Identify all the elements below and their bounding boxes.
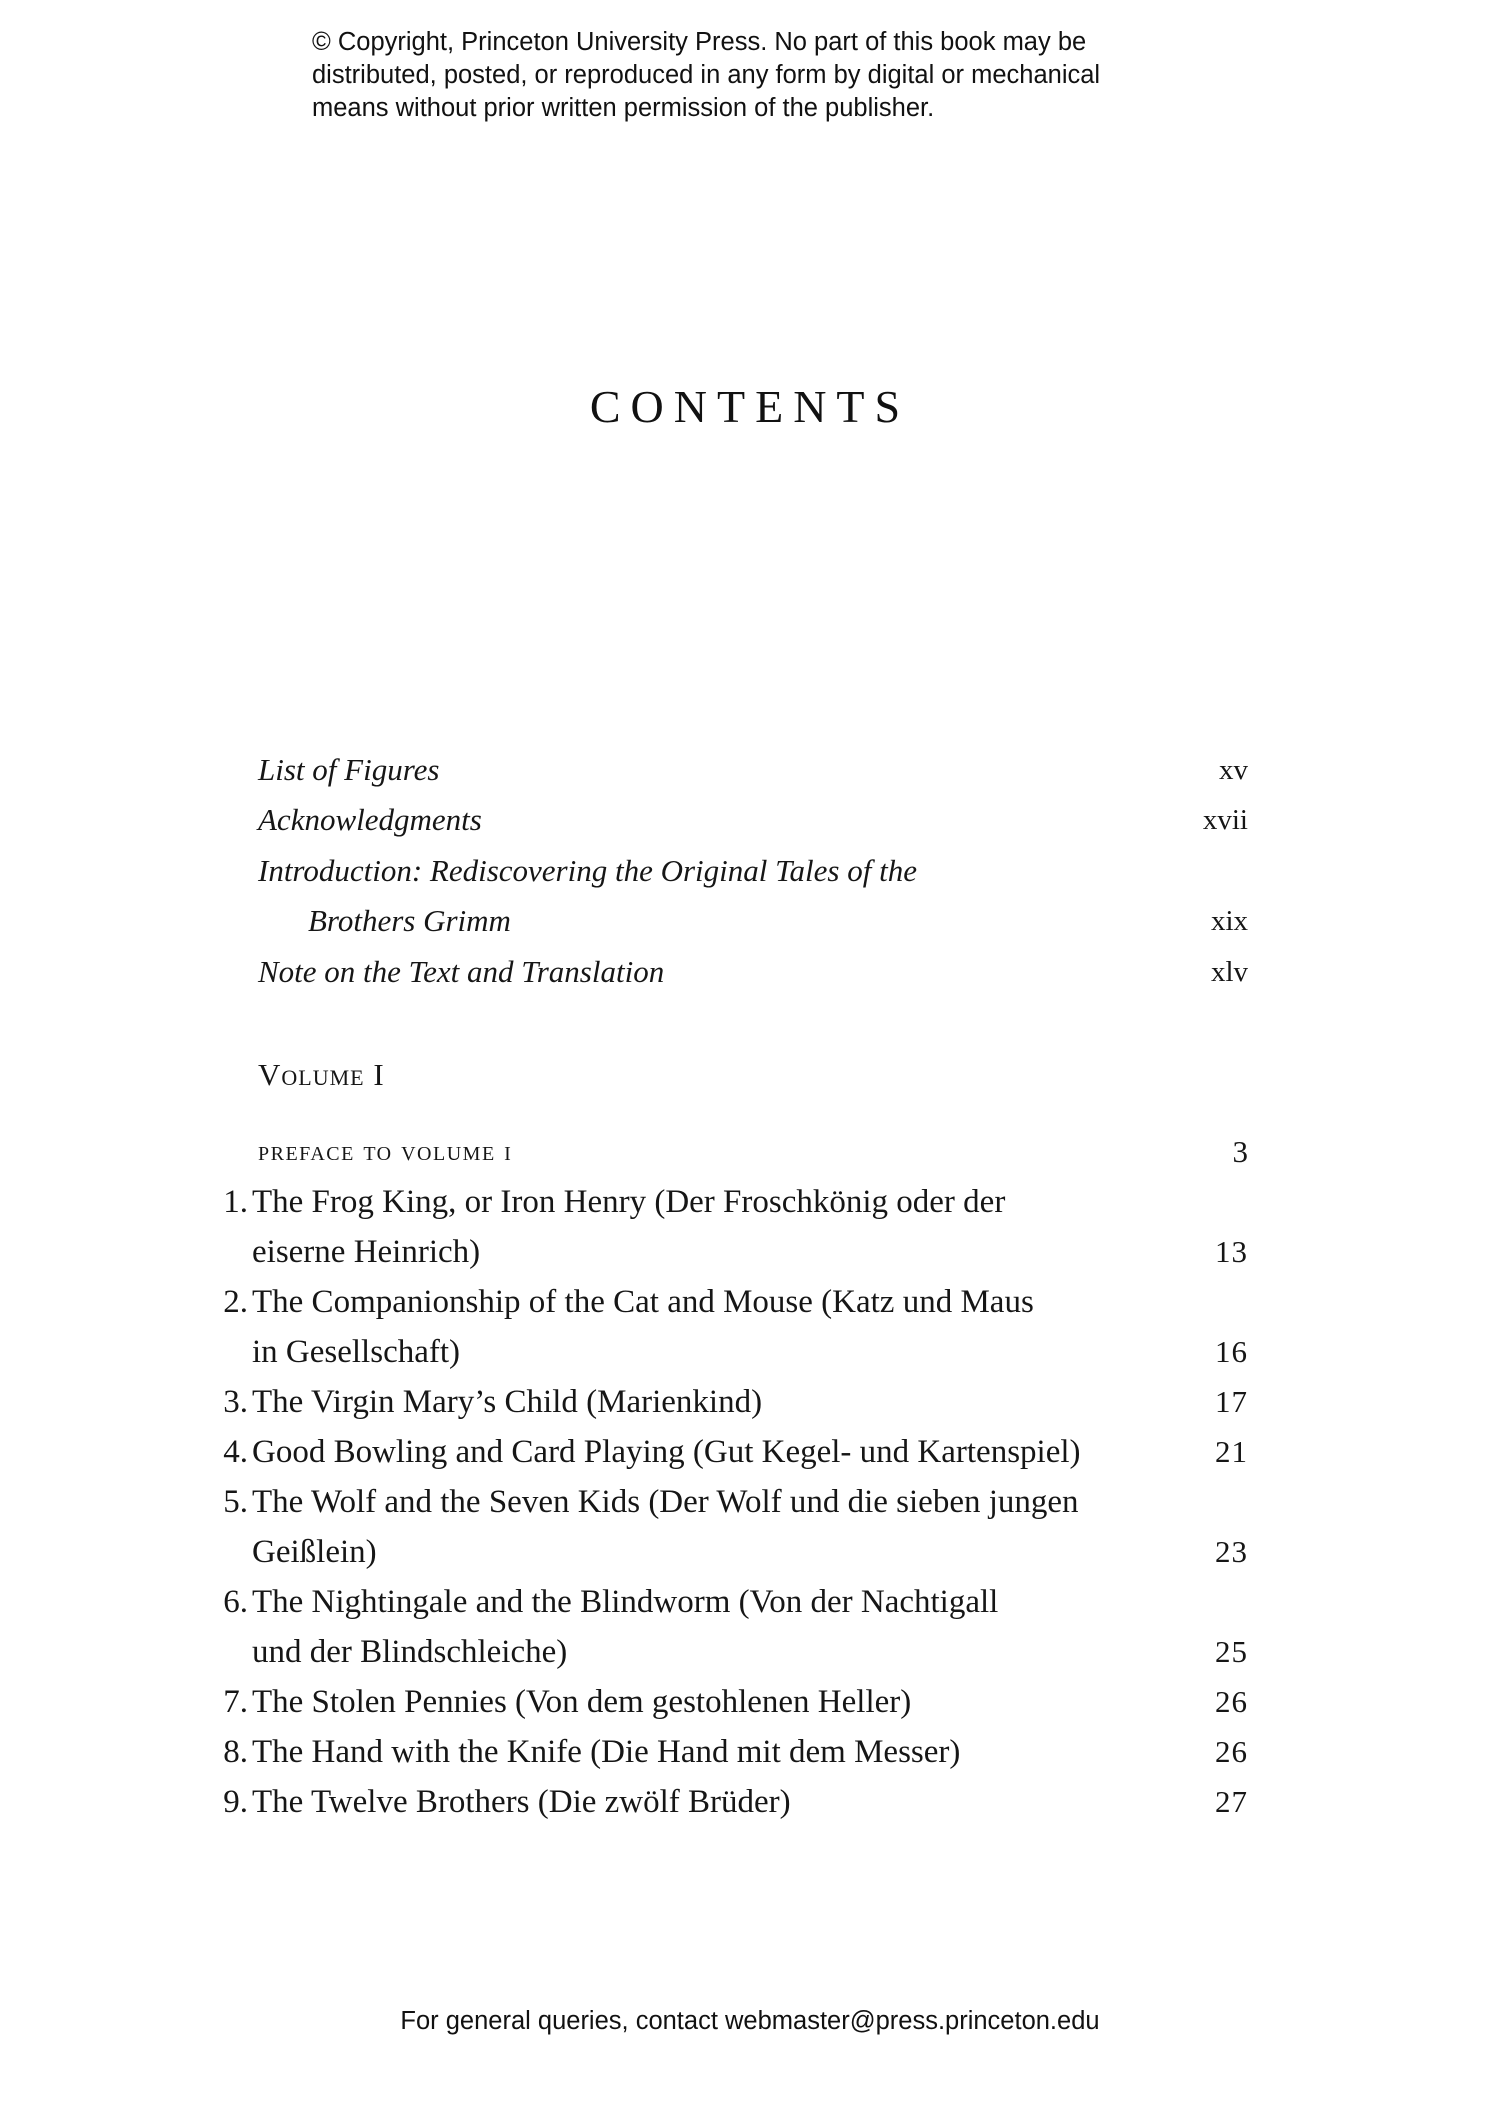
toc-entry-label: Geißlein) — [252, 1534, 377, 1570]
toc-entry-page: 3 — [1232, 1134, 1248, 1169]
toc-entry-5-continued[interactable] — [190, 1527, 1248, 1577]
toc-entry-note-on-text[interactable] — [258, 947, 1248, 997]
toc-entry-label: The Companionship of the Cat and Mouse (Katz und Maus — [252, 1284, 1034, 1320]
toc-entry-label: The Stolen Pennies (Von dem gestohlenen Heller) — [252, 1684, 912, 1720]
toc-entry-5[interactable] — [190, 1477, 1248, 1527]
toc-entry-page: xvii — [1202, 804, 1248, 836]
toc-entry-label: und der Blindschleiche) — [252, 1634, 568, 1670]
toc-entry-acknowledgments[interactable] — [258, 795, 1248, 845]
volume-heading: Volume I — [258, 1057, 385, 1092]
toc-entry-list-of-figures[interactable] — [258, 745, 1248, 795]
toc-entry-label: The Frog King, or Iron Henry (Der Froschkönig oder der — [252, 1184, 1006, 1220]
entry-number: 6. — [223, 1584, 248, 1620]
entry-number: 8. — [223, 1734, 248, 1770]
toc-entry-page: 13 — [1215, 1234, 1248, 1269]
toc-entry-label: eiserne Heinrich) — [252, 1234, 481, 1270]
toc-entry-introduction[interactable] — [258, 846, 1248, 896]
toc-entry-label: The Nightingale and the Blindworm (Von der Nachtigall — [252, 1584, 999, 1620]
toc-entry-label: The Hand with the Knife (Die Hand mit dem Messer) — [252, 1734, 961, 1770]
toc-entry-page: 21 — [1215, 1434, 1248, 1469]
toc-entry-page: 26 — [1215, 1734, 1248, 1769]
entry-number: 5. — [223, 1484, 248, 1520]
toc-entry-3[interactable] — [190, 1377, 1248, 1427]
toc-entry-2[interactable] — [190, 1277, 1248, 1327]
toc-entry-page: 27 — [1215, 1784, 1248, 1819]
toc-entry-2-continued[interactable] — [190, 1327, 1248, 1377]
toc-entry-6-continued[interactable] — [190, 1627, 1248, 1677]
entry-number: 1. — [223, 1184, 248, 1220]
toc-entry-label: The Twelve Brothers (Die zwölf Brüder) — [252, 1784, 791, 1820]
footer-contact: For general queries, contact webmaster@press.princeton.edu — [400, 2007, 1100, 2035]
toc-entry-page: 16 — [1215, 1334, 1248, 1369]
entry-number: 4. — [223, 1434, 248, 1470]
toc-entry-page: xv — [1219, 754, 1248, 786]
toc-entry-8[interactable] — [190, 1727, 1248, 1777]
toc-entry-1-continued[interactable] — [190, 1227, 1248, 1277]
toc-entry-label: Note on the Text and Translation — [258, 954, 665, 989]
entry-number: 2. — [223, 1284, 248, 1320]
entry-number: 9. — [223, 1784, 248, 1820]
entry-number: 7. — [223, 1684, 248, 1720]
toc-entry-4[interactable] — [190, 1427, 1248, 1477]
entry-number: 3. — [223, 1384, 248, 1420]
toc-entry-page: xlv — [1210, 956, 1248, 988]
toc-entry-page: 26 — [1215, 1684, 1248, 1719]
toc-entry-preface[interactable] — [258, 1127, 1248, 1177]
toc-entry-9[interactable] — [190, 1777, 1248, 1827]
toc-entry-label: List of Figures — [258, 752, 440, 787]
toc-entry-1[interactable] — [190, 1177, 1248, 1227]
toc-entry-page: 25 — [1215, 1634, 1248, 1669]
toc-entry-label: Brothers Grimm — [308, 903, 511, 938]
toc-entry-label: preface to volume i — [258, 1136, 513, 1167]
page-title: CONTENTS — [589, 381, 911, 432]
toc-entry-label: Acknowledgments — [258, 802, 482, 837]
toc-entry-label: The Wolf and the Seven Kids (Der Wolf und die sieben jungen — [252, 1484, 1079, 1520]
toc-entry-label: in Gesellschaft) — [252, 1334, 461, 1370]
copyright-line: means without prior written permission of the publisher. — [312, 94, 935, 122]
toc-entry-7[interactable] — [190, 1677, 1248, 1727]
toc-entry-page: 17 — [1215, 1384, 1248, 1419]
toc-entry-6[interactable] — [190, 1577, 1248, 1627]
toc-entry-page: xix — [1210, 905, 1248, 937]
toc-entry-label: The Virgin Mary’s Child (Marienkind) — [252, 1384, 763, 1420]
toc-entry-page: 23 — [1215, 1534, 1248, 1569]
toc-entry-label: Good Bowling and Card Playing (Gut Kegel- und Kartenspiel) — [252, 1434, 1081, 1470]
toc-entry-label: Introduction: Rediscovering the Original Tales of the — [258, 853, 917, 888]
copyright-line: distributed, posted, or reproduced in any form by digital or mechanical — [312, 61, 1101, 89]
copyright-line: © Copyright, Princeton University Press. No part of this book may be — [312, 28, 1087, 56]
copyright-notice — [312, 26, 1232, 125]
toc-entry-introduction-continued[interactable] — [258, 896, 1248, 946]
